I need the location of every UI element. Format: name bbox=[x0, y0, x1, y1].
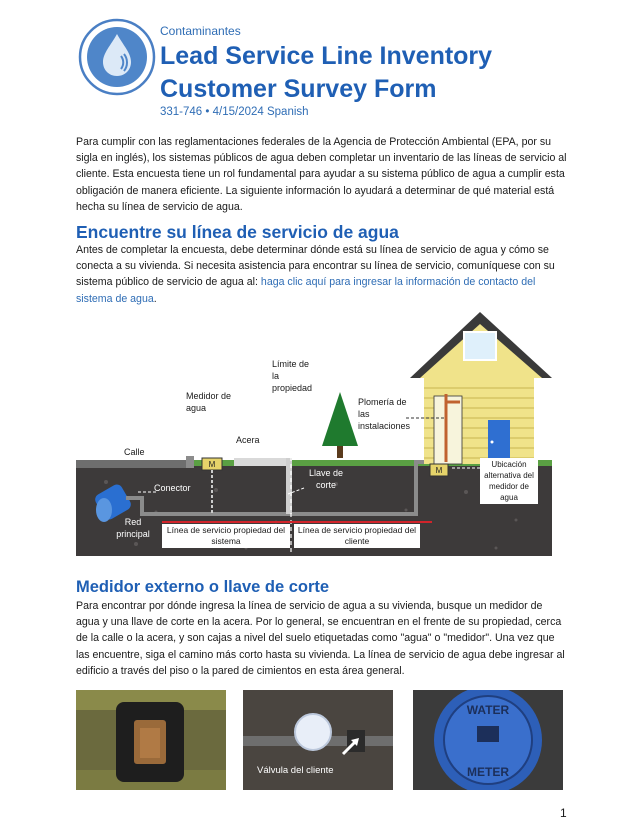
label-connector: Conector bbox=[154, 483, 191, 493]
label-premise-plumbing: Plomería de las instalaciones bbox=[358, 397, 411, 431]
label-street: Calle bbox=[124, 447, 145, 457]
section2-heading: Medidor externo o llave de corte bbox=[76, 578, 330, 596]
category-label: Contaminantes bbox=[160, 24, 241, 38]
photo-meter-box-lid bbox=[76, 690, 226, 790]
label-alt-meter-location: Ubicación alternativa del medidor de agua bbox=[480, 458, 538, 504]
photo-water-meter-lid bbox=[413, 690, 563, 790]
label-water-main: Red principal bbox=[116, 517, 150, 539]
section1-paragraph bbox=[76, 242, 568, 307]
street bbox=[76, 460, 186, 468]
customer-valve-caption: Válvula del cliente bbox=[257, 765, 334, 776]
tree bbox=[322, 392, 358, 446]
label-water-meter: Medidor de agua bbox=[186, 391, 232, 413]
label-property-line: Límite de la propiedad bbox=[272, 359, 313, 393]
section1-heading: Encuentre su línea de servicio de agua bbox=[76, 222, 399, 242]
meter-letter-1: M bbox=[208, 460, 216, 469]
section1-after-link: . bbox=[153, 292, 157, 305]
sidewalk bbox=[234, 458, 290, 466]
label-customer-owned-line: Línea de servicio propiedad del cliente bbox=[294, 524, 420, 548]
water-meter-lid-icon bbox=[413, 690, 563, 790]
section2-paragraph: Para encontrar por dónde ingresa la línea de servicio de agua a su vivienda, busque un medidor de agua y una llave de corte en la acera. Por lo general, se encuentran en el frente de su propiedad, cerca de la calle o la acera, y son cajas a nivel del suelo etiquetadas como "agua" o "medidor". Una vez que las encuentre, siga el camino más corto hasta su vivienda. La línea de servicio de agua debe ingresar al edificio a través del piso o la pared de cimientos en esta área general. bbox=[76, 600, 565, 677]
contact-info-link[interactable]: haga clic aquí para ingresar la información de contacto del sistema de agua bbox=[76, 276, 536, 305]
label-sidewalk: Acera bbox=[236, 435, 260, 445]
photo-customer-valve bbox=[243, 690, 393, 790]
service-line-diagram bbox=[76, 312, 564, 560]
page-title bbox=[160, 40, 600, 106]
document-meta: 331-746 • 4/15/2024 Spanish bbox=[160, 106, 309, 118]
water-drop-logo-icon bbox=[78, 18, 156, 96]
curb bbox=[186, 456, 194, 468]
lid-text-top: WATER bbox=[466, 703, 510, 717]
lid-text-bottom: METER bbox=[467, 765, 509, 779]
page-number: 1 bbox=[560, 806, 567, 820]
title-line-1: Lead Service Line Inventory bbox=[160, 42, 493, 70]
section1-text: Antes de completar la encuesta, debe determinar dónde está su línea de servicio de agua y cómo se conecta a su vivienda. Si necesita asistencia para encontrar su línea de servicio, comuníquese con su sistema público de servicio de agua al: bbox=[76, 244, 555, 289]
title-line-2: Customer Survey Form bbox=[160, 75, 437, 103]
meter-box-lid-icon bbox=[76, 690, 226, 790]
water-main-end bbox=[96, 498, 112, 522]
meter-letter-2: M bbox=[435, 466, 443, 475]
label-curb-stop: Llave de corte bbox=[308, 468, 344, 490]
intro-paragraph: Para cumplir con las reglamentaciones federales de la Agencia de Protección Ambiental (EPA, por su sigla en inglés), los sistemas públicos de agua deben completar un inventario de las líneas de servicio al cliente. Esta encuesta tiene un rol fundamental para ayudar a su sistema público de agua a cumplir esta obligación de manera eficiente. La siguiente información lo ayudará a determinar de qué material está hecha su línea de servicio de agua. bbox=[76, 136, 567, 213]
label-system-owned-line: Línea de servicio propiedad del sistema bbox=[162, 524, 290, 548]
